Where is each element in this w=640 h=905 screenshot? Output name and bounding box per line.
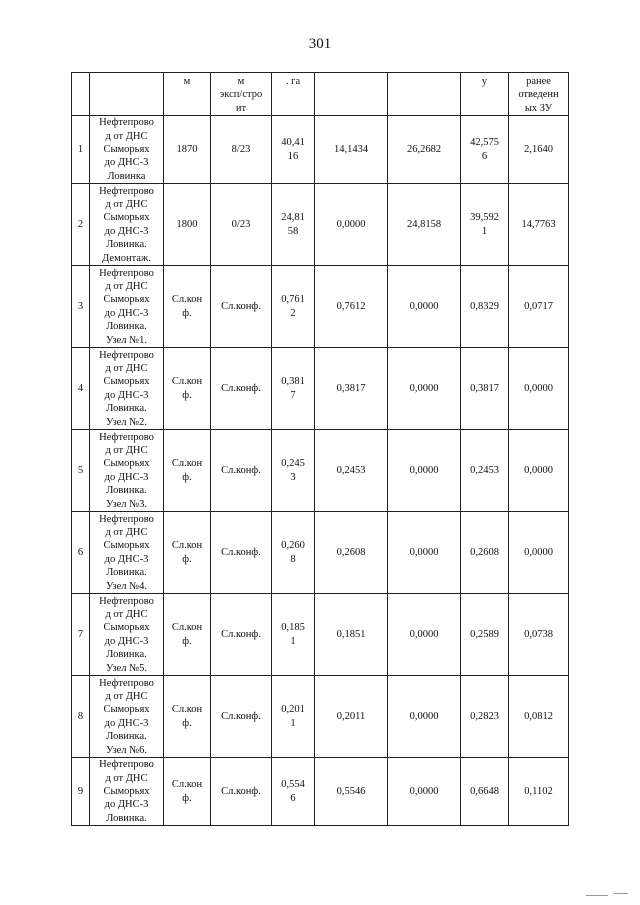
cell-text-line: д от ДНС: [105, 280, 148, 292]
cell-text-line: 1870: [176, 144, 198, 156]
value-cell-a: [315, 116, 388, 184]
object-name-cell: [90, 266, 164, 348]
cell-text-line: 0/23: [231, 219, 251, 231]
cell-text-line: 24,81: [281, 212, 305, 224]
cell-text-line: у: [481, 76, 488, 87]
cell-text-line: д от ДНС: [105, 608, 148, 620]
length-cell: [164, 594, 211, 676]
table-row: [72, 348, 569, 430]
cell-text-line: 0,2011: [336, 711, 366, 723]
cell-text-line: Сл.конф.: [221, 711, 261, 723]
cell-text-line: 16: [287, 150, 299, 162]
cell-text-line: Нефтепрово: [99, 759, 154, 771]
row-number-cell: [72, 266, 90, 348]
cell-text-line: 26,2682: [406, 144, 442, 156]
cell-text-line: 2,1640: [524, 144, 553, 156]
cell-text-line: Сл.кон: [171, 779, 203, 791]
cell-text-line: Нефтепрово: [99, 513, 154, 525]
cell-text-line: отведенн: [518, 89, 559, 101]
total-cell: [461, 758, 509, 826]
cell-text-line: Сл.кон: [171, 458, 203, 470]
area-cell: [272, 184, 315, 266]
cell-text-line: 0,2608: [336, 547, 366, 559]
row-number-cell: [72, 676, 90, 758]
cell-text-line: 0,2823: [470, 711, 499, 723]
table-row: [72, 676, 569, 758]
object-name-cell: [90, 676, 164, 758]
cell-text-line: Ловинка.: [106, 321, 147, 333]
cell-text-line: 2: [290, 307, 296, 319]
prior-allocated-cell: [509, 676, 569, 758]
value-cell-b: [388, 676, 461, 758]
cell-text-line: 0,245: [281, 458, 305, 470]
area-cell: [272, 594, 315, 676]
length-cell: [164, 116, 211, 184]
prior-allocated-cell: [509, 266, 569, 348]
area-cell: [272, 348, 315, 430]
total-cell: [461, 512, 509, 594]
prior-allocated-cell: [509, 758, 569, 826]
cell-text-line: 0,1851: [336, 629, 366, 641]
table-row: [72, 184, 569, 266]
cell-text-line: 0,381: [281, 376, 305, 388]
value-cell-a: [315, 512, 388, 594]
value-cell-b: [388, 430, 461, 512]
total-cell: [461, 184, 509, 266]
cell-text-line: 0,0000: [409, 383, 439, 395]
cell-text-line: Нефтепрово: [99, 431, 154, 443]
cell-text-line: 1: [290, 717, 296, 729]
value-cell-b: [388, 758, 461, 826]
cell-text-line: Сл.кон: [171, 294, 203, 306]
value-cell-a: [315, 676, 388, 758]
cell-text-line: Сл.конф.: [221, 465, 261, 477]
table-row: [72, 266, 569, 348]
pipe-spec-cell: [211, 430, 272, 512]
cell-text-line: до ДНС-3: [104, 717, 149, 729]
cell-text-line: 6: [290, 792, 296, 804]
prior-allocated-cell: [509, 594, 569, 676]
cell-text-line: 0,3817: [470, 383, 499, 395]
cell-text-line: Сыморьях: [103, 144, 150, 156]
cell-text-line: Ловинка: [107, 170, 146, 182]
cell-text-line: ф.: [182, 389, 192, 401]
row-number-cell: [72, 594, 90, 676]
value-cell-b: [388, 512, 461, 594]
cell-text-line: 0,0738: [524, 629, 553, 641]
value-cell-a: [315, 184, 388, 266]
header-total-cell: [461, 73, 509, 116]
total-cell: [461, 676, 509, 758]
row-number-cell: [72, 184, 90, 266]
cell-text-line: 0,0000: [336, 219, 366, 231]
prior-allocated-cell: [509, 116, 569, 184]
cell-text-line: Нефтепрово: [99, 595, 154, 607]
scan-artifact: [614, 893, 628, 894]
cell-text-line: 0,0000: [524, 547, 553, 559]
cell-text-line: Узел №6.: [105, 744, 148, 756]
area-cell: [272, 676, 315, 758]
cell-text-line: 6: [77, 547, 84, 559]
header-prior-allocated-cell: [509, 73, 569, 116]
value-cell-a: [315, 594, 388, 676]
object-name-cell: [90, 116, 164, 184]
cell-text-line: ф.: [182, 635, 192, 647]
row-number-cell: [72, 430, 90, 512]
row-number-cell: [72, 758, 90, 826]
cell-text-line: 0,6648: [470, 786, 499, 798]
area-cell: [272, 512, 315, 594]
cell-text-line: 0,0000: [409, 465, 439, 477]
pipe-spec-cell: [211, 512, 272, 594]
pipe-spec-cell: [211, 594, 272, 676]
cell-text-line: Сл.конф.: [221, 301, 261, 313]
object-name-cell: [90, 184, 164, 266]
header-area-cell: [272, 73, 315, 116]
header-value-cell-b: [388, 73, 461, 116]
cell-text-line: 0,0000: [409, 547, 439, 559]
cell-text-line: 8/23: [231, 144, 251, 156]
cell-text-line: Нефтепрово: [99, 349, 154, 361]
value-cell-a: [315, 430, 388, 512]
cell-text-line: до ДНС-3: [104, 225, 149, 237]
cell-text-line: Сыморьях: [103, 786, 150, 798]
cell-text-line: 1: [290, 635, 296, 647]
length-cell: [164, 348, 211, 430]
cell-text-line: Сл.конф.: [221, 786, 261, 798]
cell-text-line: д от ДНС: [105, 362, 148, 374]
object-name-cell: [90, 430, 164, 512]
cell-text-line: 0,2453: [470, 465, 499, 477]
table-header-row: [72, 73, 569, 116]
cell-text-line: 1: [77, 144, 84, 156]
cell-text-line: 42,575: [470, 137, 499, 149]
length-cell: [164, 758, 211, 826]
cell-text-line: д от ДНС: [105, 444, 148, 456]
cell-text-line: Сл.кон: [171, 622, 203, 634]
cell-text-line: 3: [77, 301, 84, 313]
table-row: [72, 116, 569, 184]
scan-artifact: [586, 895, 608, 896]
pipe-spec-cell: [211, 266, 272, 348]
total-cell: [461, 594, 509, 676]
cell-text-line: 4: [77, 383, 84, 395]
table-row: [72, 430, 569, 512]
cell-text-line: Сыморьях: [103, 294, 150, 306]
value-cell-a: [315, 348, 388, 430]
cell-text-line: 0,3817: [336, 383, 366, 395]
cell-text-line: Ловинка.: [106, 731, 147, 743]
length-cell: [164, 676, 211, 758]
object-name-cell: [90, 594, 164, 676]
prior-allocated-cell: [509, 348, 569, 430]
value-cell-b: [388, 594, 461, 676]
cell-text-line: ых ЗУ: [524, 102, 553, 114]
pipe-spec-cell: [211, 676, 272, 758]
length-cell: [164, 512, 211, 594]
cell-text-line: Сыморьях: [103, 376, 150, 388]
cell-text-line: Сл.конф.: [221, 629, 261, 641]
area-cell: [272, 430, 315, 512]
cell-text-line: 58: [287, 225, 299, 237]
cell-text-line: д от ДНС: [105, 198, 148, 210]
cell-text-line: 0,201: [281, 704, 305, 716]
cell-text-line: ранее: [526, 76, 551, 87]
header-object-name-cell: [90, 73, 164, 116]
area-cell: [272, 116, 315, 184]
cell-text-line: до ДНС-3: [104, 799, 149, 811]
length-cell: [164, 184, 211, 266]
cell-text-line: 2: [77, 219, 84, 231]
row-number-cell: [72, 512, 90, 594]
cell-text-line: 0,0717: [524, 301, 553, 313]
cell-text-line: ит: [235, 102, 247, 114]
cell-text-line: 1: [481, 225, 488, 237]
object-name-cell: [90, 512, 164, 594]
pipe-spec-cell: [211, 116, 272, 184]
cell-text-line: 14,7763: [521, 219, 556, 231]
cell-text-line: . га: [285, 76, 301, 87]
cell-text-line: Узел №1.: [105, 334, 148, 346]
cell-text-line: м: [183, 76, 191, 87]
cell-text-line: до ДНС-3: [104, 157, 149, 169]
cell-text-line: Сл.кон: [171, 376, 203, 388]
cell-text-line: Сыморьях: [103, 622, 150, 634]
prior-allocated-cell: [509, 430, 569, 512]
object-name-cell: [90, 348, 164, 430]
cell-text-line: 7: [290, 389, 296, 401]
cell-text-line: 0,7612: [336, 301, 366, 313]
cell-text-line: Нефтепрово: [99, 677, 154, 689]
cell-text-line: Ловинка.: [106, 812, 147, 824]
row-number-cell: [72, 348, 90, 430]
cell-text-line: 0,0000: [409, 786, 439, 798]
cell-text-line: Сыморьях: [103, 212, 150, 224]
cell-text-line: 8: [77, 711, 84, 723]
cell-text-line: 14,1434: [333, 144, 369, 156]
cell-text-line: до ДНС-3: [104, 307, 149, 319]
cell-text-line: 0,8329: [470, 301, 499, 313]
cell-text-line: Узел №2.: [105, 416, 148, 428]
cell-text-line: до ДНС-3: [104, 635, 149, 647]
cell-text-line: ф.: [182, 307, 192, 319]
area-cell: [272, 266, 315, 348]
land-allocation-table: [71, 72, 569, 826]
cell-text-line: Нефтепрово: [99, 117, 154, 129]
cell-text-line: 0,2453: [336, 465, 366, 477]
cell-text-line: 0,0000: [524, 383, 553, 395]
value-cell-a: [315, 758, 388, 826]
cell-text-line: Ловинка.: [106, 239, 147, 251]
cell-text-line: 0,0000: [409, 301, 439, 313]
cell-text-line: Сыморьях: [103, 704, 150, 716]
cell-text-line: Демонтаж.: [102, 252, 151, 264]
cell-text-line: 8: [290, 553, 296, 565]
cell-text-line: Узел №3.: [105, 498, 148, 510]
cell-text-line: 0,185: [281, 622, 305, 634]
cell-text-line: 0,260: [281, 540, 305, 552]
cell-text-line: 0,2608: [470, 547, 499, 559]
cell-text-line: 5: [77, 465, 84, 477]
object-name-cell: [90, 758, 164, 826]
value-cell-b: [388, 348, 461, 430]
cell-text-line: 0,0812: [524, 711, 553, 723]
prior-allocated-cell: [509, 512, 569, 594]
header-value-cell-a: [315, 73, 388, 116]
table-row: [72, 594, 569, 676]
header-pipe-spec-cell: [211, 73, 272, 116]
table-row: [72, 758, 569, 826]
cell-text-line: 7: [77, 629, 84, 641]
cell-text-line: м: [237, 76, 245, 87]
cell-text-line: ф.: [182, 717, 192, 729]
cell-text-line: д от ДНС: [105, 130, 148, 142]
cell-text-line: ф.: [182, 553, 192, 565]
total-cell: [461, 430, 509, 512]
cell-text-line: 6: [481, 150, 488, 162]
header-row-number-cell: [72, 73, 90, 116]
total-cell: [461, 266, 509, 348]
total-cell: [461, 348, 509, 430]
cell-text-line: 0,2589: [470, 629, 499, 641]
cell-text-line: Нефтепрово: [99, 267, 154, 279]
cell-text-line: эксп/стро: [219, 89, 263, 101]
cell-text-line: 0,761: [281, 294, 305, 306]
cell-text-line: 0,0000: [409, 629, 439, 641]
cell-text-line: ф.: [182, 792, 192, 804]
cell-text-line: 0,554: [281, 779, 305, 791]
table-row: [72, 512, 569, 594]
cell-text-line: 0,1102: [524, 786, 553, 798]
length-cell: [164, 430, 211, 512]
cell-text-line: 39,592: [470, 212, 499, 224]
value-cell-b: [388, 184, 461, 266]
value-cell-b: [388, 116, 461, 184]
cell-text-line: 0,0000: [409, 711, 439, 723]
cell-text-line: до ДНС-3: [104, 471, 149, 483]
prior-allocated-cell: [509, 184, 569, 266]
length-cell: [164, 266, 211, 348]
value-cell-b: [388, 266, 461, 348]
cell-text-line: 24,8158: [406, 219, 442, 231]
pipe-spec-cell: [211, 758, 272, 826]
cell-text-line: Нефтепрово: [99, 185, 154, 197]
cell-text-line: 3: [290, 471, 296, 483]
cell-text-line: Сл.кон: [171, 540, 203, 552]
cell-text-line: Сл.кон: [171, 704, 203, 716]
cell-text-line: Сыморьях: [103, 540, 150, 552]
cell-text-line: 1800: [176, 219, 198, 231]
cell-text-line: Сл.конф.: [221, 547, 261, 559]
cell-text-line: Сл.конф.: [221, 383, 261, 395]
header-length-cell: [164, 73, 211, 116]
cell-text-line: Ловинка.: [106, 403, 147, 415]
cell-text-line: до ДНС-3: [104, 389, 149, 401]
cell-text-line: ф.: [182, 471, 192, 483]
cell-text-line: 9: [77, 786, 84, 798]
cell-text-line: д от ДНС: [105, 690, 148, 702]
cell-text-line: Сыморьях: [103, 458, 150, 470]
page-number: 301: [308, 36, 332, 52]
cell-text-line: Узел №4.: [105, 580, 148, 592]
row-number-cell: [72, 116, 90, 184]
cell-text-line: Ловинка.: [106, 649, 147, 661]
cell-text-line: 0,0000: [524, 465, 553, 477]
pipe-spec-cell: [211, 348, 272, 430]
area-cell: [272, 758, 315, 826]
cell-text-line: Ловинка.: [106, 567, 147, 579]
cell-text-line: Ловинка.: [106, 485, 147, 497]
cell-text-line: д от ДНС: [105, 526, 148, 538]
cell-text-line: 0,5546: [336, 786, 366, 798]
cell-text-line: д от ДНС: [105, 772, 148, 784]
pipe-spec-cell: [211, 184, 272, 266]
cell-text-line: до ДНС-3: [104, 553, 149, 565]
cell-text-line: 40,41: [281, 137, 305, 149]
value-cell-a: [315, 266, 388, 348]
total-cell: [461, 116, 509, 184]
cell-text-line: Узел №5.: [105, 662, 148, 674]
